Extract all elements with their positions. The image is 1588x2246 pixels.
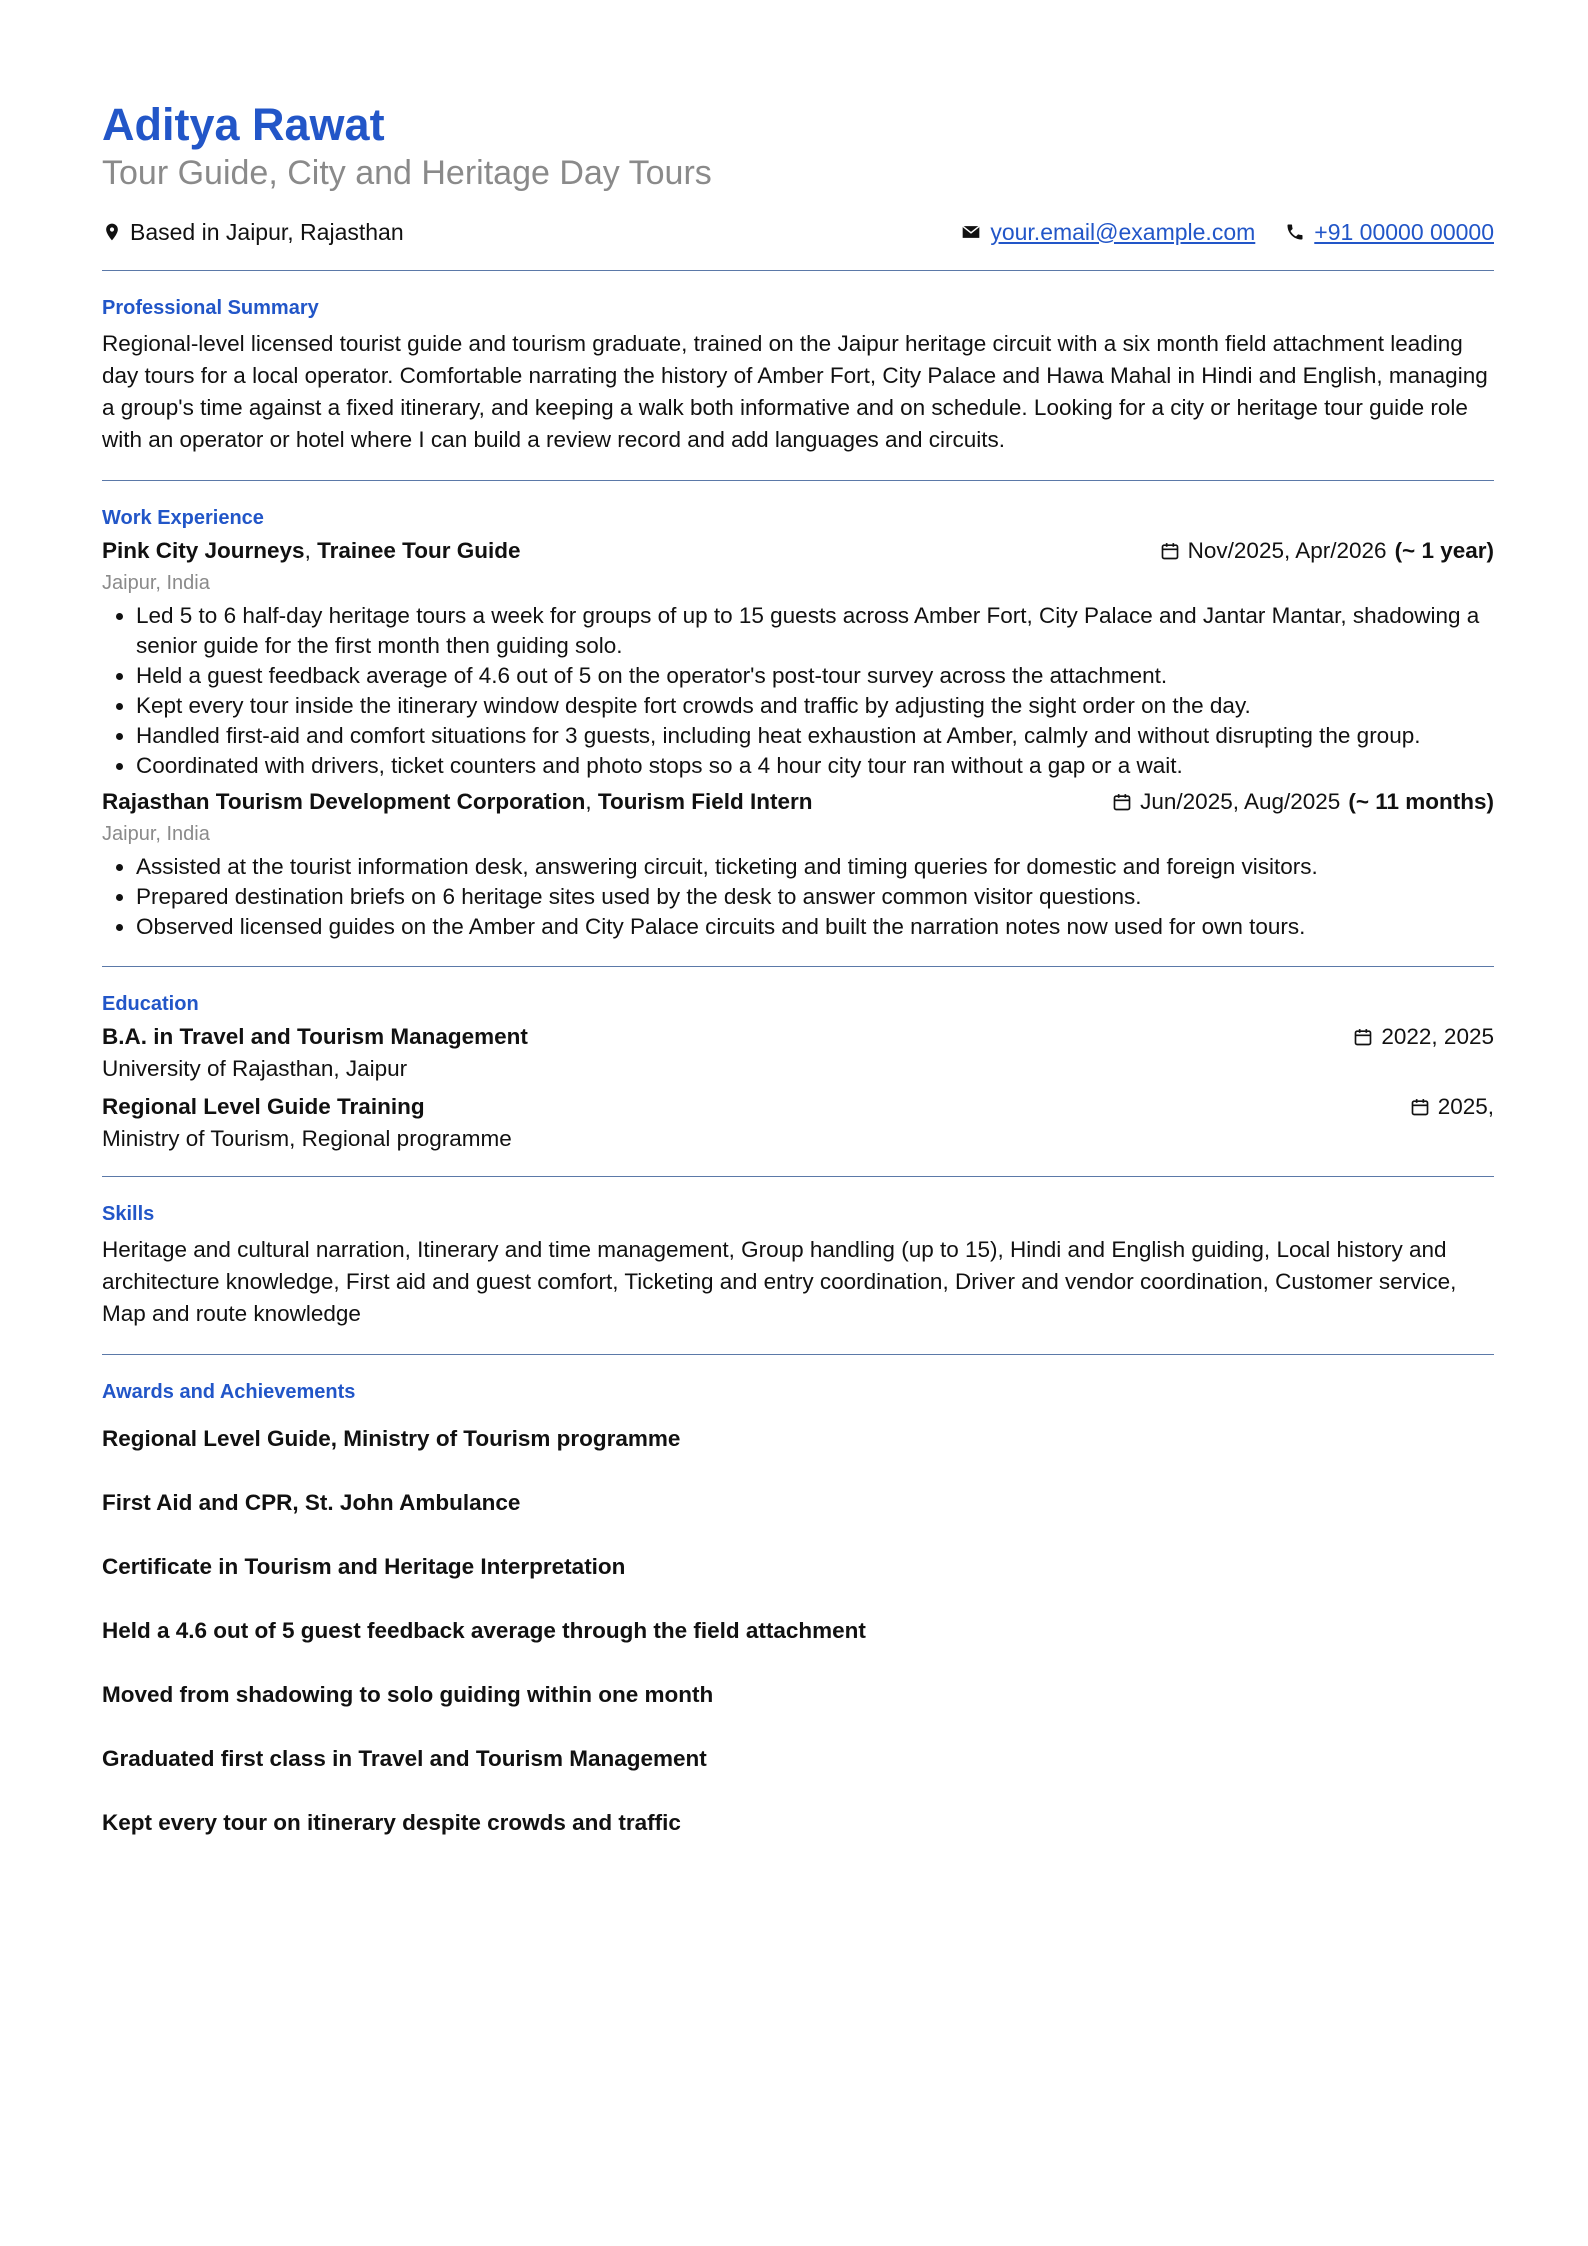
divider [102,270,1494,271]
job-header [102,789,1494,815]
calendar-icon [1410,1097,1430,1117]
list-item: • Prepared destination briefs on 6 heritage sites used by the desk to answer common visitor questions. [136,882,1494,912]
education-heading: Education [102,992,199,1015]
phone-link[interactable]: +91 00000 00000 [1314,218,1494,245]
resume-page [102,100,1494,1874]
award-item: Regional Level Guide, Ministry of Tourism programme [102,1425,681,1451]
job-bullets [102,852,1494,942]
contact-links [961,219,1494,246]
job-title-line: Rajasthan Tourism Development Corporation, Tourism Field Intern [102,788,813,814]
job-entry [102,789,1494,942]
calendar-icon [1160,541,1180,561]
award-item: Moved from shadowing to solo guiding within one month [102,1681,714,1707]
job-dates [1160,538,1494,564]
job-duration: (~ 1 year) [1394,537,1494,563]
job-company: Rajasthan Tourism Development Corporation [102,788,586,814]
job-company: Pink City Journeys [102,537,305,563]
divider [102,480,1494,481]
education-dates [1410,1094,1494,1120]
education-date-range: 2025, [1437,1093,1494,1119]
calendar-icon [1353,1027,1373,1047]
list-item: • Kept every tour inside the itinerary window despite fort crowds and traffic by adjusting the sight order on the day. [136,691,1494,721]
list-item: • Observed licensed guides on the Amber and City Palace circuits and built the narration notes now used for own tours. [136,912,1494,942]
job-date-range: Nov/2025, Apr/2026 [1187,537,1387,563]
education-header [102,1024,1494,1050]
education-entry [102,1094,1494,1152]
location-item [102,219,404,246]
list-item: • Held a guest feedback average of 4.6 out of 5 on the operator's post-tour survey across the attachment. [136,661,1494,691]
award-item: Held a 4.6 out of 5 guest feedback average through the field attachment [102,1617,866,1643]
job-date-range: Jun/2025, Aug/2025 [1140,788,1341,814]
email-item [961,219,1255,246]
summary-heading: Professional Summary [102,296,319,319]
education-dates [1353,1024,1494,1050]
job-role: Trainee Tour Guide [317,537,521,563]
envelope-icon [961,222,981,242]
job-bullets [102,601,1494,781]
divider [102,966,1494,967]
job-role: Tourism Field Intern [597,788,813,814]
skills-text: Heritage and cultural narration, Itinerary and time management, Group handling (up to 15), Hindi and English guiding, Local history and architecture knowledge, First aid and guest comfort, Ticketing and entry coordination, Driver and vendor coordination, Customer service, Map and route knowledge [102,1236,1457,1326]
job-header [102,538,1494,564]
phone-icon [1285,222,1305,242]
phone-item [1285,219,1494,246]
awards-heading: Awards and Achievements [102,1380,356,1403]
location-text: Based in Jaipur, Rajasthan [130,218,404,245]
contact-row [102,219,1494,246]
calendar-icon [1112,792,1132,812]
job-dates [1112,789,1494,815]
list-item: • Assisted at the tourist information desk, answering circuit, ticketing and timing queries for domestic and foreign visitors. [136,852,1494,882]
divider [102,1176,1494,1177]
award-item: Graduated first class in Travel and Tourism Management [102,1745,707,1771]
list-item: • Led 5 to 6 half-day heritage tours a week for groups of up to 15 guests across Amber Fort, City Palace and Jantar Mantar, shadowing a senior guide for the first month then guiding solo. [136,601,1494,661]
job-title-line: Pink City Journeys, Trainee Tour Guide [102,537,521,563]
list-item: • Handled first-aid and comfort situations for 3 guests, including heat exhaustion at Amber, calmly and without disrupting the group. [136,721,1494,751]
job-location: Jaipur, India [102,571,210,594]
education-header [102,1094,1494,1120]
education-date-range: 2022, 2025 [1381,1023,1494,1049]
award-item: Kept every tour on itinerary despite crowds and traffic [102,1809,681,1835]
education-institution: University of Rajasthan, Jaipur [102,1055,408,1081]
job-entry [102,538,1494,781]
divider [102,1354,1494,1355]
education-degree: B.A. in Travel and Tourism Management [102,1023,528,1049]
job-duration: (~ 11 months) [1348,788,1494,814]
experience-heading: Work Experience [102,506,264,529]
skills-heading: Skills [102,1202,155,1225]
list-item: • Coordinated with drivers, ticket counters and photo stops so a 4 hour city tour ran without a gap or a wait. [136,751,1494,781]
education-institution: Ministry of Tourism, Regional programme [102,1125,512,1151]
job-location: Jaipur, India [102,822,210,845]
email-link[interactable]: your.email@example.com [990,218,1256,245]
education-degree: Regional Level Guide Training [102,1093,425,1119]
award-item: First Aid and CPR, St. John Ambulance [102,1489,521,1515]
summary-text: Regional-level licensed tourist guide and tourism graduate, trained on the Jaipur heritage circuit with a six month field attachment leading day tours for a local operator. Comfortable narrating the history of Amber Fort, City Palace and Hawa Mahal in Hindi and English, managing a group's time against a fixed itinerary, and keeping a walk both informative and on schedule. Looking for a city or heritage tour guide role with an operator or hotel where I can build a review record and add languages and circuits. [102,330,1488,452]
awards-list [102,1426,1494,1836]
location-pin-icon [102,222,122,242]
candidate-title: Tour Guide, City and Heritage Day Tours [102,153,712,192]
education-entry [102,1024,1494,1082]
candidate-name: Aditya Rawat [102,99,385,150]
award-item: Certificate in Tourism and Heritage Interpretation [102,1553,626,1579]
